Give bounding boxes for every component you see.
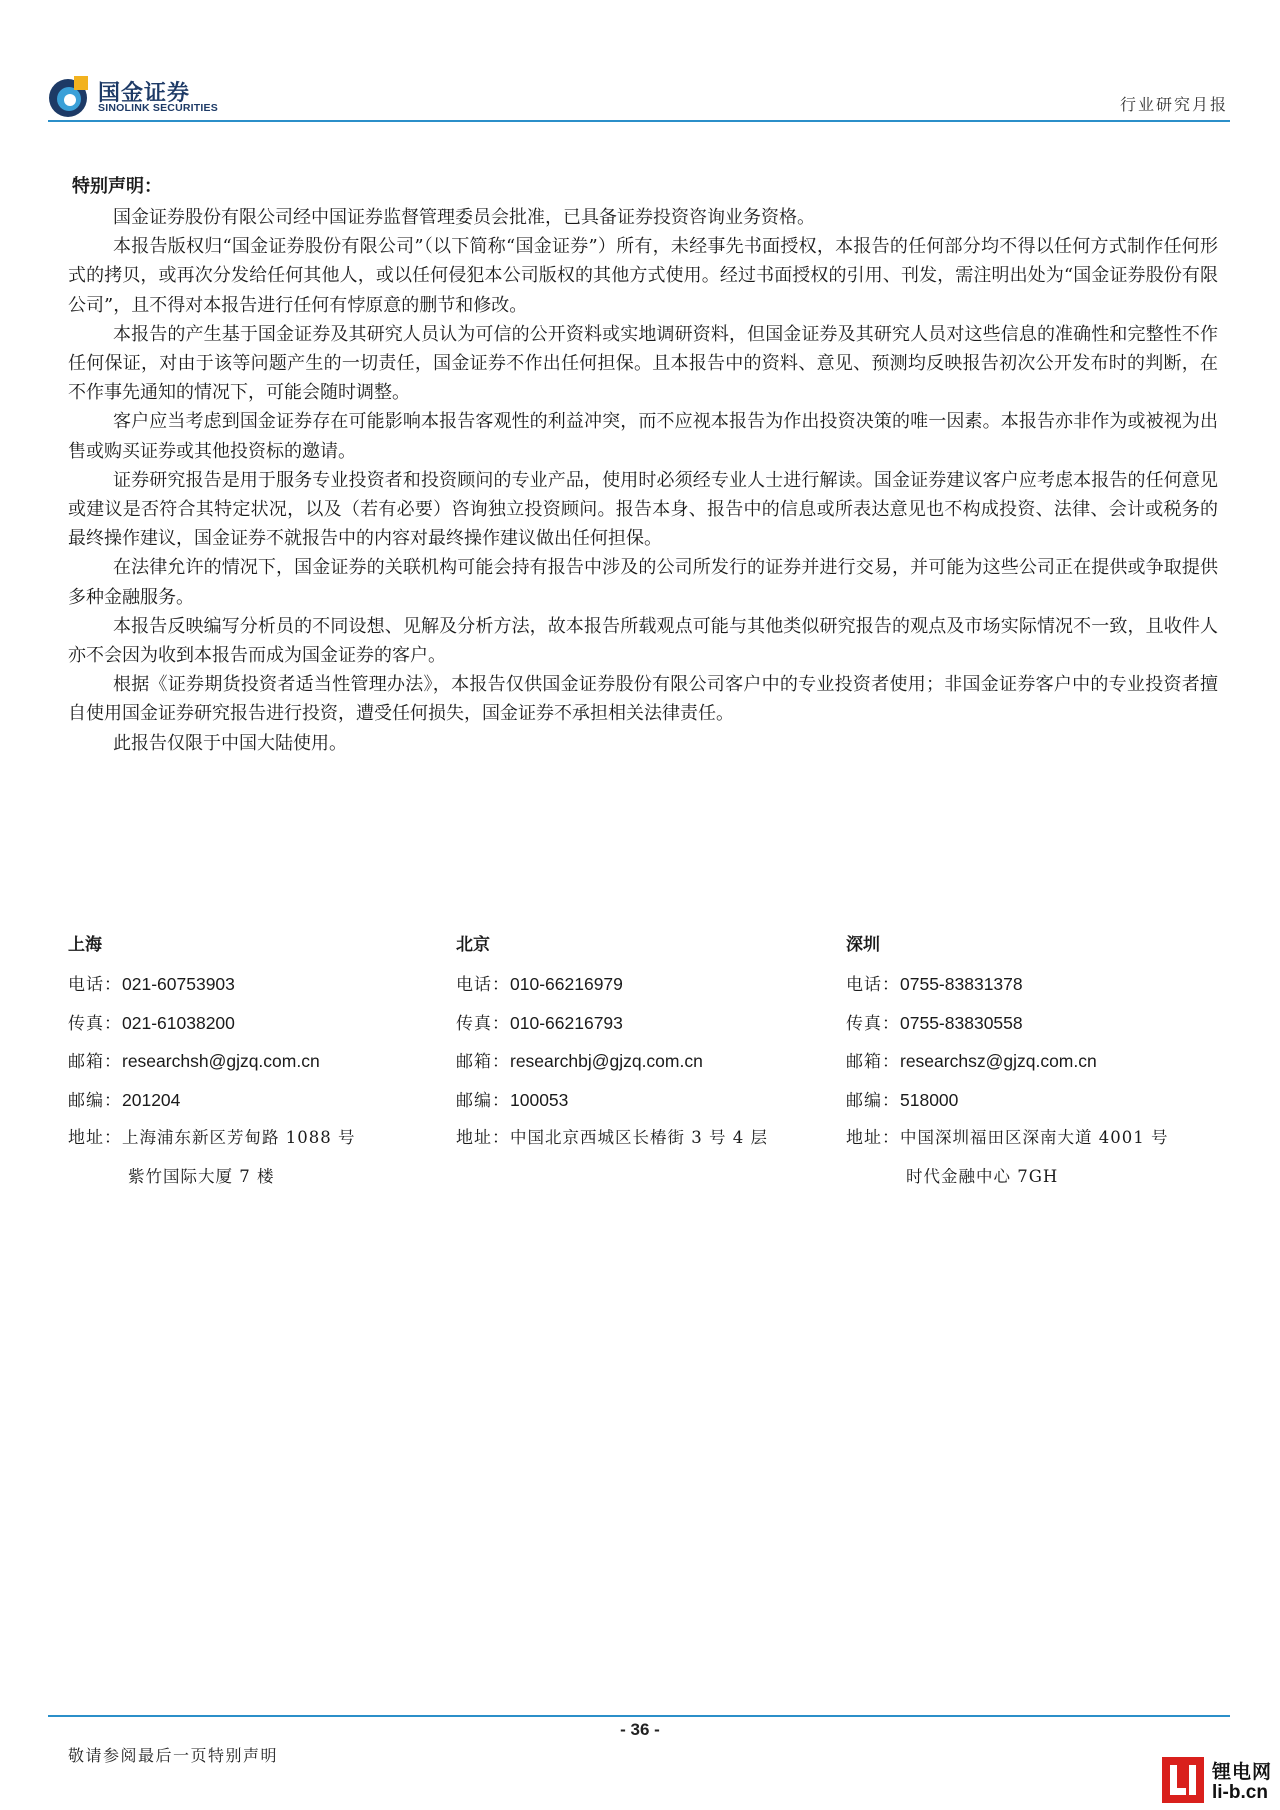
tel-value: 010-66216979 (510, 974, 623, 994)
logo-text-cn: 国金证券 (98, 81, 191, 106)
disclaimer-paragraph: 本报告版权归“国金证券股份有限公司”（以下简称“国金证券”）所有，未经事先书面授权，本报告的任何部分均不得以任何方式制作任何形式的拷贝，或再次分发给任何其他人，或以任何侵犯本公司版权的其他方式使用。经过书面授权的引用、刊发，需注明出处为“国金证券股份有限公司”，且不得对本报告进行任何有悖原意的删节和修改。 (68, 236, 1218, 316)
disclaimer-paragraph: 客户应当考虑到国金证券存在可能影响本报告客观性的利益冲突，而不应视本报告为作出投资决策的唯一因素。本报告亦非作为或被视为出售或购买证券或其他投资标的邀请。 (68, 411, 1218, 462)
office-addr-row (456, 1127, 816, 1166)
office-beijing (456, 935, 816, 1166)
footer-divider (48, 1715, 1230, 1717)
logo-text-en: SINOLINK SECURITIES (98, 102, 218, 114)
zip-value: 201204 (122, 1089, 181, 1110)
disclaimer-section (68, 172, 1218, 758)
disclaimer-paragraph: 证券研究报告是用于服务专业投资者和投资顾问的专业产品，使用时必须经专业人士进行解读。国金证券建议客户应考虑本报告的任何意见或建议是否符合其特定状况，以及（若有必要）咨询独立投资顾问。报告本身、报告中的信息或所表达意见也不构成投资、法律、会计或税务的最终操作建议，国金证券不就报告中的内容对最终操作建议做出任何担保。 (68, 469, 1218, 550)
watermark-text-cn: 锂电网 (1212, 1761, 1273, 1783)
zip-label: 邮编： (456, 1090, 510, 1111)
fax-value: 010-66216793 (510, 1012, 623, 1033)
office-city: 上海 (68, 935, 102, 955)
tel-label: 电话： (846, 975, 900, 995)
page-header (48, 70, 1230, 122)
fax-label: 传真： (456, 1013, 510, 1034)
disclaimer-paragraph: 国金证券股份有限公司经中国证券监督管理委员会批准，已具备证券投资咨询业务资格。 (113, 207, 815, 228)
addr-label: 地址： (846, 1128, 900, 1148)
addr-value: 上海浦东新区芳甸路 1088 号 (122, 1128, 356, 1147)
watermark-text-en: li-b.cn (1212, 1782, 1268, 1803)
footer-note: 敬请参阅最后一页特别声明 (68, 1746, 279, 1765)
fax-value: 0755-83830558 (900, 1012, 1023, 1033)
addr-label: 地址： (456, 1128, 510, 1148)
addr-value: 中国北京西城区长椿街 3 号 4 层 (510, 1128, 768, 1147)
office-fax-row (846, 1012, 1206, 1051)
header-divider (48, 120, 1230, 122)
report-type: 行业研究月报 (1119, 95, 1228, 114)
tel-label: 电话： (456, 975, 510, 995)
fax-label: 传真： (68, 1013, 122, 1034)
disclaimer-title: 特别声明： (72, 176, 162, 197)
disclaimer-paragraph: 本报告的产生基于国金证券及其研究人员认为可信的公开资料或实地调研资料，但国金证券及其研究人员对这些信息的准确性和完整性不作任何保证，对由于该等问题产生的一切责任，国金证券不作出任何担保。且本报告中的资料、意见、预测均反映报告初次公开发布时的判断，在不作事先通知的情况下，可能会随时调整。 (68, 323, 1218, 404)
disclaimer-paragraph: 此报告仅限于中国大陆使用。 (113, 732, 347, 754)
office-zip-row (68, 1089, 428, 1128)
office-email-row (68, 1050, 428, 1089)
office-email-row (456, 1050, 816, 1089)
disclaimer-paragraph: 在法律允许的情况下，国金证券的关联机构可能会持有报告中涉及的公司所发行的证券并进行交易，并可能为这些公司正在提供或争取提供多种金融服务。 (68, 557, 1218, 608)
email-value: researchbj@gjzq.com.cn (510, 1051, 703, 1071)
watermark-logo-icon (1162, 1757, 1204, 1803)
office-zip-row (846, 1089, 1206, 1128)
office-tel-row (846, 973, 1206, 1012)
disclaimer-paragraph: 根据《证券期货投资者适当性管理办法》，本报告仅供国金证券股份有限公司客户中的专业投资者使用；非国金证券客户中的专业投资者擅自使用国金证券研究报告进行投资，遭受任何损失，国金证券不承担相关法律责任。 (68, 674, 1218, 725)
office-addr-row (68, 1127, 428, 1166)
office-addr-row (846, 1127, 1206, 1166)
page-number: - 36 - (620, 1720, 660, 1739)
zip-value: 518000 (900, 1089, 959, 1110)
addr-value-2: 紫竹国际大厦 7 楼 (128, 1166, 275, 1186)
watermark (1162, 1755, 1280, 1810)
disclaimer-paragraph: 本报告反映编写分析员的不同设想、见解及分析方法，故本报告所载观点可能与其他类似研究报告的观点及市场实际情况不一致，且收件人亦不会因为收到本报告而成为国金证券的客户。 (68, 615, 1218, 667)
office-shanghai (68, 935, 428, 1204)
email-label: 邮箱： (456, 1052, 510, 1072)
office-tel-row (456, 973, 816, 1012)
addr-label: 地址： (68, 1128, 122, 1148)
fax-value: 021-61038200 (122, 1012, 235, 1033)
office-addr-row-2 (846, 1166, 1206, 1205)
tel-value: 0755-83831378 (900, 974, 1023, 994)
office-city: 北京 (456, 935, 490, 955)
office-fax-row (68, 1012, 428, 1051)
addr-value-2: 时代金融中心 7GH (906, 1166, 1059, 1186)
email-label: 邮箱： (846, 1052, 900, 1072)
company-logo (48, 74, 248, 118)
office-tel-row (68, 973, 428, 1012)
office-city: 深圳 (846, 935, 880, 955)
tel-value: 021-60753903 (122, 974, 235, 994)
office-addr-row-2 (68, 1166, 428, 1205)
addr-value: 中国深圳福田区深南大道 4001 号 (900, 1128, 1169, 1147)
email-label: 邮箱： (68, 1052, 122, 1072)
zip-label: 邮编： (846, 1090, 900, 1111)
office-email-row (846, 1050, 1206, 1089)
email-value: researchsz@gjzq.com.cn (900, 1051, 1097, 1071)
zip-label: 邮编： (68, 1090, 122, 1111)
logo-mark-icon (48, 74, 92, 118)
email-value: researchsh@gjzq.com.cn (122, 1051, 320, 1071)
office-zip-row (456, 1089, 816, 1128)
office-fax-row (456, 1012, 816, 1051)
tel-label: 电话： (68, 975, 122, 995)
fax-label: 传真： (846, 1013, 900, 1034)
zip-value: 100053 (510, 1089, 569, 1110)
office-shenzhen (846, 935, 1206, 1204)
office-contacts (68, 935, 1228, 1195)
